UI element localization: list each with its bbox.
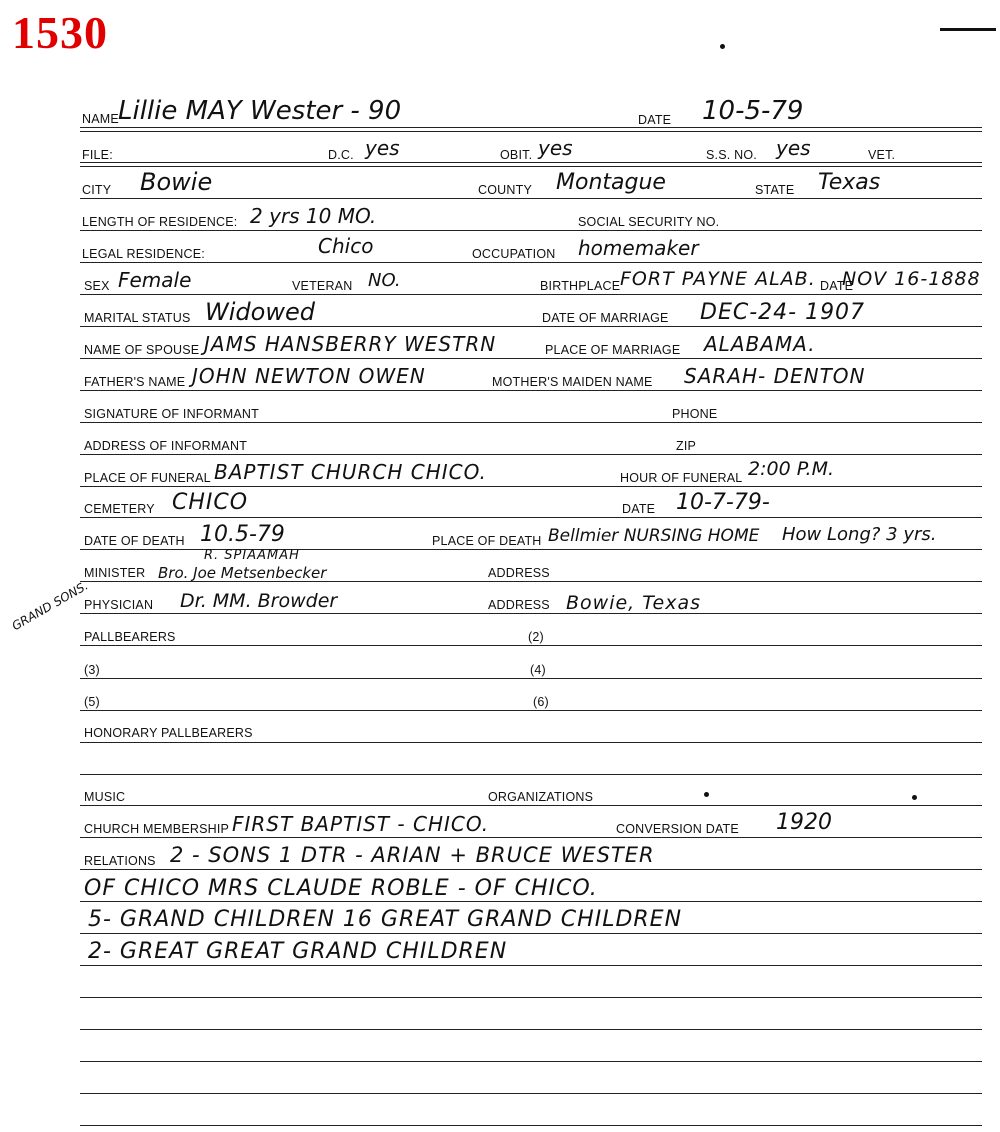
label-music: MUSIC <box>84 790 126 804</box>
label-dc: D.C. <box>328 148 354 162</box>
value-county: Montague <box>556 170 666 195</box>
label-zip: ZIP <box>676 439 697 453</box>
label-phone: PHONE <box>672 407 718 421</box>
label-relations: RELATIONS <box>84 854 156 868</box>
line-pallbearers <box>80 645 982 646</box>
value-veteran: NO. <box>368 270 401 291</box>
label-mothers-maiden-name: MOTHER'S MAIDEN NAME <box>492 375 653 389</box>
label-pallbearer-3: (3) <box>84 663 100 677</box>
label-date: DATE <box>638 113 672 127</box>
label-social-security: SOCIAL SECURITY NO. <box>578 215 720 229</box>
label-place-of-marriage: PLACE OF MARRIAGE <box>545 343 681 357</box>
label-place-of-funeral: PLACE OF FUNERAL <box>84 471 211 485</box>
line-music <box>80 805 982 806</box>
label-pallbearers: PALLBEARERS <box>84 630 176 644</box>
line-cemetery <box>80 517 982 518</box>
label-place-of-death: PLACE OF DEATH <box>432 534 542 548</box>
label-pallbearer-5: (5) <box>84 695 100 709</box>
value-marital-status: Widowed <box>205 298 315 326</box>
value-mother: SARAH- DENTON <box>684 364 866 388</box>
line-honorary <box>80 742 982 743</box>
value-city: Bowie <box>140 168 213 196</box>
value-legal-residence: Chico <box>318 234 374 258</box>
value-relations-line-1: 2 - SONS 1 DTR - ARIAN + BRUCE WESTER <box>170 843 655 867</box>
value-occupation: homemaker <box>578 236 699 260</box>
value-minister-above: R. SPIAAMAH <box>204 548 300 563</box>
value-cemetery: CHICO <box>172 490 249 515</box>
margin-note-grand-sons: GRAND SONS. <box>9 578 91 634</box>
value-name: Lillie MAY Wester - 90 <box>118 96 402 126</box>
corner-mark <box>940 28 996 31</box>
label-physician-address: ADDRESS <box>488 598 550 612</box>
line-name <box>80 127 982 128</box>
label-hour-of-funeral: HOUR OF FUNERAL <box>620 471 743 485</box>
label-pallbearer-2: (2) <box>528 630 544 644</box>
value-relations-line-3: 5- GRAND CHILDREN 16 GREAT GRAND CHILDREN <box>88 907 683 932</box>
line-pall-5 <box>80 710 982 711</box>
label-length-residence: LENGTH OF RESIDENCE: <box>82 215 238 229</box>
line-relations <box>80 869 982 870</box>
value-father: JOHN NEWTON OWEN <box>192 364 426 388</box>
line-address-informant <box>80 454 982 455</box>
line-pall-3 <box>80 678 982 679</box>
value-length-residence: 2 yrs 10 MO. <box>250 204 377 228</box>
line-sex <box>80 294 982 295</box>
label-date-of-death: DATE OF DEATH <box>84 534 185 548</box>
label-name-of-spouse: NAME OF SPOUSE <box>84 343 200 357</box>
line-spouse <box>80 358 982 359</box>
label-birthplace: BIRTHPLACE <box>540 279 621 293</box>
value-date-of-death: 10.5-79 <box>200 522 285 547</box>
label-cemetery-date: DATE <box>622 502 656 516</box>
line-blank <box>80 1125 982 1126</box>
value-birthplace: FORT PAYNE ALAB. <box>620 268 816 290</box>
label-pallbearer-6: (6) <box>533 695 549 709</box>
label-minister-address: ADDRESS <box>488 566 550 580</box>
line-legal <box>80 262 982 263</box>
label-address-informant: ADDRESS OF INFORMANT <box>84 439 248 453</box>
value-physician-address: Bowie, Texas <box>566 592 701 614</box>
value-place-of-marriage: ALABAMA. <box>704 332 816 356</box>
line-relations-4 <box>80 965 982 966</box>
line-church <box>80 837 982 838</box>
label-date-of-marriage: DATE OF MARRIAGE <box>542 311 669 325</box>
stray-dot <box>912 795 917 800</box>
label-state: STATE <box>755 183 795 197</box>
value-relations-line-2: OF CHICO MRS CLAUDE ROBLE - OF CHICO. <box>84 876 598 901</box>
line-blank <box>80 1029 982 1030</box>
line-file <box>80 162 982 163</box>
line-physician <box>80 613 982 614</box>
value-minister: Bro. Joe Metsenbecker <box>158 564 327 582</box>
label-organizations: ORGANIZATIONS <box>488 790 594 804</box>
line-blank <box>80 1093 982 1094</box>
label-birth-date: DATE <box>820 279 854 293</box>
label-ssno: S.S. NO. <box>706 148 757 162</box>
label-signature-informant: SIGNATURE OF INFORMANT <box>84 407 259 421</box>
stray-dot <box>704 792 709 797</box>
label-legal-residence: LEGAL RESIDENCE: <box>82 247 205 261</box>
label-sex: SEX <box>84 279 110 293</box>
label-vet: VET. <box>868 148 896 162</box>
line-city <box>80 198 982 199</box>
line-marital <box>80 326 982 327</box>
label-city: CITY <box>82 183 112 197</box>
label-physician: PHYSICIAN <box>84 598 154 612</box>
value-sex: Female <box>118 268 192 292</box>
value-relations-line-4: 2- GREAT GREAT GRAND CHILDREN <box>88 939 508 964</box>
line-blank <box>80 997 982 998</box>
value-dc: yes <box>365 136 400 160</box>
value-spouse: JAMS HANSBERRY WESTRN <box>204 332 497 356</box>
value-state: Texas <box>818 170 881 195</box>
value-cemetery-date: 10-7-79- <box>676 490 770 515</box>
value-church: FIRST BAPTIST - CHICO. <box>232 812 490 836</box>
line-file-double <box>80 166 982 167</box>
label-marital-status: MARITAL STATUS <box>84 311 191 325</box>
label-conversion-date: CONVERSION DATE <box>616 822 739 836</box>
label-county: COUNTY <box>478 183 532 197</box>
label-pallbearer-4: (4) <box>530 663 546 677</box>
label-veteran: VETERAN <box>292 279 353 293</box>
stray-dot <box>720 44 725 49</box>
line-name-double <box>80 131 982 132</box>
label-file: FILE: <box>82 148 113 162</box>
line-relations-2 <box>80 901 982 902</box>
label-occupation: OCCUPATION <box>472 247 556 261</box>
line-relations-3 <box>80 933 982 934</box>
line-blank <box>80 1061 982 1062</box>
line-length <box>80 230 982 231</box>
label-honorary-pallbearers: HONORARY PALLBEARERS <box>84 726 253 740</box>
value-hour-of-funeral: 2:00 P.M. <box>748 458 835 480</box>
value-date: 10-5-79 <box>702 96 804 126</box>
page-number: 1530 <box>12 7 108 58</box>
label-church-membership: CHURCH MEMBERSHIP <box>84 822 230 836</box>
value-physician: Dr. MM. Browder <box>180 590 338 612</box>
label-fathers-name: FATHER'S NAME <box>84 375 186 389</box>
label-obit: OBIT. <box>500 148 533 162</box>
label-minister: MINISTER <box>84 566 146 580</box>
line-father <box>80 390 982 391</box>
label-name: NAME <box>82 112 119 126</box>
value-place-of-death: Bellmier NURSING HOME <box>548 526 760 546</box>
value-ssno: yes <box>776 136 811 160</box>
value-how-long: How Long? 3 yrs. <box>782 524 937 545</box>
value-place-of-funeral: BAPTIST CHURCH CHICO. <box>214 460 487 484</box>
value-birth-date: NOV 16-1888 <box>842 268 981 290</box>
line-signature <box>80 422 982 423</box>
value-date-of-marriage: DEC-24- 1907 <box>700 300 866 325</box>
value-conversion-date: 1920 <box>776 810 832 835</box>
line-funeral <box>80 486 982 487</box>
value-obit: yes <box>538 136 573 160</box>
label-cemetery: CEMETERY <box>84 502 155 516</box>
line-blank <box>80 774 982 775</box>
